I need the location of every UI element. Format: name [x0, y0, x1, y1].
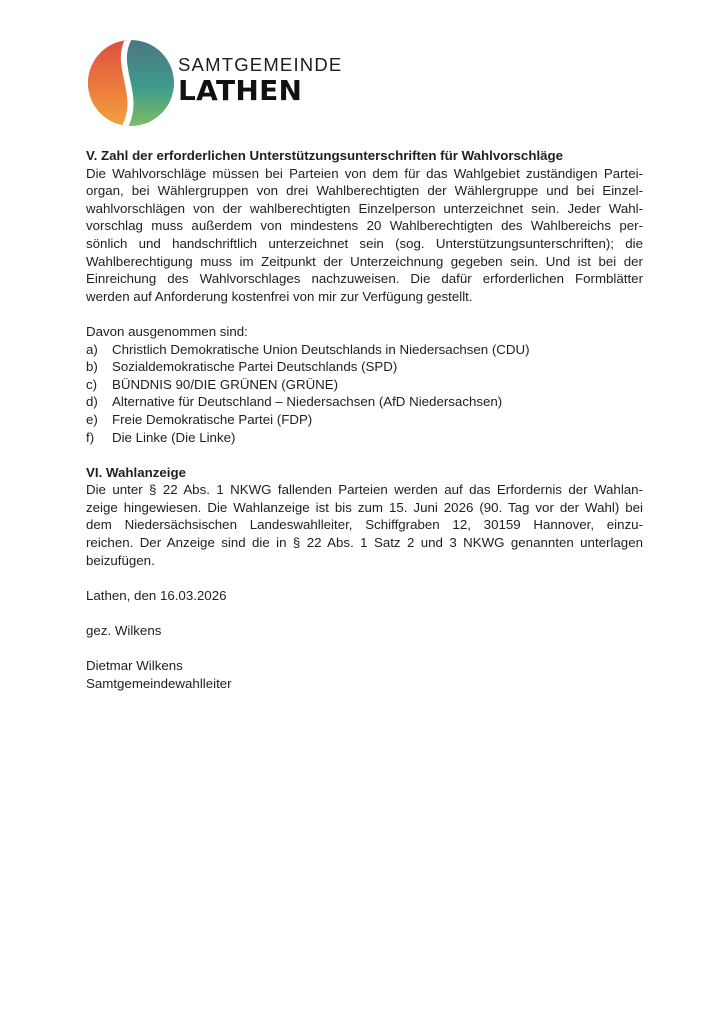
- list-item-label: c): [86, 376, 98, 392]
- list-item: [86, 341, 643, 359]
- list-item: [86, 358, 643, 376]
- section-v-paragraph-line: wahlvorschlägen von der wahlberechtigten Einzelperson unterzeichnet sein. Jeder Wahl-: [86, 200, 643, 216]
- closing-place-date: Lathen, den 16.03.2026: [86, 587, 227, 603]
- section-v-paragraph-line: Wahlberechtigung muss im Zeitpunkt der Unterzeichnung gegeben sein. Und ist bei der: [86, 253, 643, 269]
- list-item: [86, 393, 643, 411]
- org-name-samtgemeinde: SAMTGEMEINDE: [178, 54, 343, 75]
- list-item-label: e): [86, 411, 98, 427]
- list-item-text: Alternative für Deutschland – Niedersachsen (AfD Niedersachsen): [112, 394, 503, 410]
- closing-signature: gez. Wilkens: [86, 623, 162, 639]
- section-v-paragraph-line: werden auf Anforderung kostenfrei von mir zur Verfügung gestellt.: [86, 288, 473, 304]
- closing-title: Samtgemeindewahlleiter: [86, 675, 232, 691]
- section-vi-heading: VI. Wahlanzeige: [86, 464, 186, 480]
- list-item-label: d): [86, 394, 98, 410]
- list-item: [86, 411, 643, 429]
- section-vi-paragraph-line: Die unter § 22 Abs. 1 NKWG fallenden Parteien werden auf das Erfordernis der Wahlan-: [86, 482, 643, 498]
- lathen-logo-circle-icon: [88, 40, 174, 126]
- list-item-text: Christlich Demokratische Union Deutschlands in Niedersachsen (CDU): [112, 341, 530, 357]
- section-v-paragraph-line: vorschlag muss außerdem von mindestens 20 Wahlberechtigten des Wahlbereichs per-: [86, 218, 643, 234]
- section-vi-paragraph-line: zeige hingewiesen. Die Wahlanzeige ist bis zum 15. Juni 2026 (90. Tag vor der Wahl) bei: [86, 499, 643, 515]
- list-item-text: Freie Demokratische Partei (FDP): [112, 411, 313, 427]
- exceptions-intro: Davon ausgenommen sind:: [86, 323, 248, 339]
- list-item-label: a): [86, 341, 98, 357]
- spacer: [86, 604, 643, 622]
- list-item-text: BÜNDNIS 90/DIE GRÜNEN (GRÜNE): [112, 376, 339, 392]
- list-item-label: f): [86, 429, 95, 445]
- list-item: [86, 429, 643, 447]
- spacer: [86, 305, 643, 323]
- list-item: [86, 376, 643, 394]
- section-v-paragraph-line: Die Wahlvorschläge müssen bei Parteien von dem für das Wahlgebiet zuständigen Partei-: [86, 165, 643, 181]
- spacer: [86, 640, 643, 658]
- org-logo: [88, 40, 342, 126]
- section-vi-paragraph-line: beizufügen.: [86, 552, 155, 568]
- closing-name: Dietmar Wilkens: [86, 658, 183, 674]
- list-item-label: b): [86, 359, 98, 375]
- list-item-text: Sozialdemokratische Partei Deutschlands (SPD): [112, 359, 398, 375]
- list-item-text: Die Linke (Die Linke): [112, 429, 236, 445]
- spacer: [86, 446, 643, 464]
- org-name-lathen: LATHEN: [178, 74, 303, 107]
- section-v-paragraph-line: organ, bei Wählergruppen von drei Wahlberechtigten der Wählergruppe und bei Einzel-: [86, 183, 643, 199]
- org-logo-wordmark: [178, 40, 342, 105]
- section-v-heading: V. Zahl der erforderlichen Unterstützungsunterschriften für Wahlvorschläge: [86, 148, 564, 163]
- section-vi-paragraph-line: reichen. Der Anzeige sind die in § 22 Abs. 1 Satz 2 und 3 NKWG genannten unterlagen: [86, 535, 643, 551]
- document-body: [86, 147, 643, 692]
- section-vi-paragraph-line: dem Niedersächsischen Landeswahlleiter, Schiffgraben 12, 30159 Hannover, einzu-: [86, 517, 643, 533]
- spacer: [86, 569, 643, 587]
- section-v-paragraph-line: sönlich und handschriftlich unterzeichnet sein (sog. Unterstützungsunterschriften); die: [86, 235, 643, 251]
- section-v-paragraph-line: Einreichung des Wahlvorschlages nachzuweisen. Die dafür erforderlichen Formblätter: [86, 271, 643, 287]
